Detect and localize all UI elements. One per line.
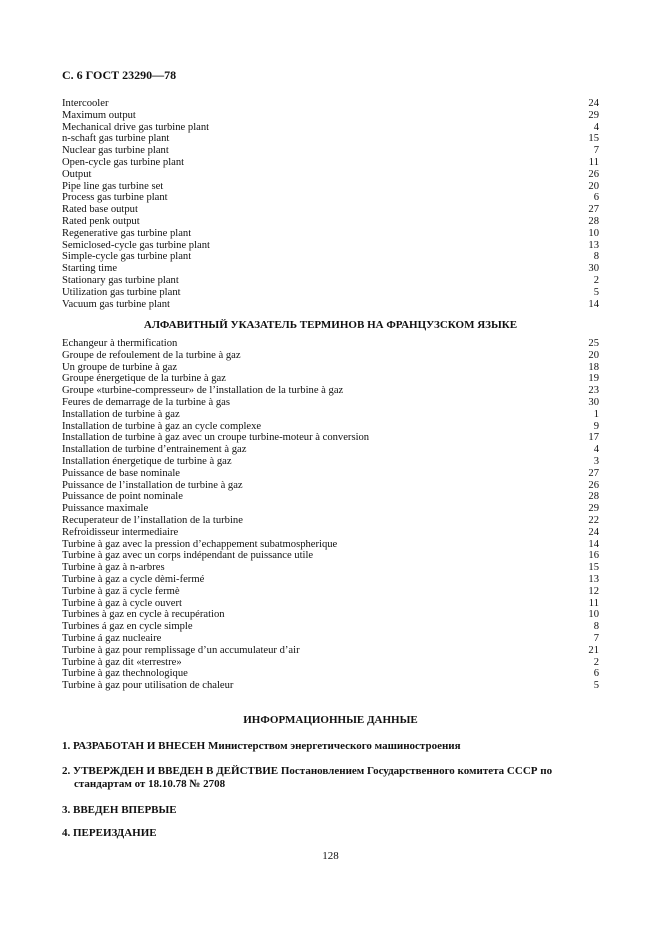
index-number: 1 (593, 408, 599, 420)
index-entry (62, 204, 599, 216)
index-term: Echangeur à thermification (62, 338, 178, 349)
index-entry (62, 432, 599, 444)
index-term: Intercooler (62, 98, 109, 109)
index-term: Installation de turbine à gaz an cycle complexe (62, 420, 262, 432)
index-number: 10 (588, 609, 599, 621)
index-number: 27 (588, 204, 599, 216)
index-number: 7 (593, 632, 599, 644)
index-number: 13 (588, 573, 599, 585)
index-number: 11 (588, 597, 599, 609)
index-entry (62, 550, 599, 562)
index-number: 15 (588, 562, 599, 574)
index-term: Open-cycle gas turbine plant (62, 156, 185, 168)
index-number: 24 (588, 526, 599, 538)
index-number: 22 (588, 514, 599, 526)
index-entry (62, 110, 599, 122)
index-term: Un groupe de turbine à gaz (62, 361, 178, 373)
index-entry (62, 299, 599, 311)
index-term: Turbine à gaz pour remplissage d’un accumulateur d’air (62, 644, 300, 656)
index-entry (62, 621, 599, 633)
index-term: Stationary gas turbine plant (62, 274, 179, 286)
index-number: 25 (588, 338, 599, 349)
index-term: Installation de turbine à gaz avec un croupe turbine-moteur à conversion (62, 432, 370, 444)
index-number: 20 (588, 349, 599, 361)
index-term: Turbine à gaz avec un corps indépendant de puissance utile (62, 550, 314, 562)
index-number: 10 (588, 227, 599, 239)
index-term: Turbine à gaz dit «terrestre» (62, 656, 182, 668)
index-entry (62, 275, 599, 287)
index-term: Rated penk output (62, 215, 140, 227)
index-term: Refroidisseur intermediaire (62, 526, 179, 538)
page-header: С. 6 ГОСТ 23290—78 (62, 68, 177, 82)
index-term: Regenerative gas turbine plant (62, 227, 192, 239)
info-item-label: 1. РАЗРАБОТАН И ВНЕСЕН (62, 740, 206, 752)
index-number: 28 (588, 491, 599, 503)
english-term-index (62, 98, 599, 310)
index-entry (62, 491, 599, 503)
index-entry (62, 397, 599, 409)
index-entry (62, 503, 599, 515)
index-number: 13 (588, 239, 599, 251)
index-entry (62, 373, 599, 385)
index-number: 14 (588, 298, 599, 310)
index-term: Rated base output (62, 204, 138, 216)
index-number: 6 (593, 192, 599, 204)
index-entry (62, 421, 599, 433)
info-item-text-continued: стандартам от 18.10.78 № 2708 (74, 778, 226, 790)
info-item-developed (62, 740, 607, 753)
info-item-text: Постановлением Государственного комитета СССР по (280, 765, 553, 777)
index-term: Groupe de refoulement de la turbine à gaz (62, 349, 241, 361)
index-entry (62, 657, 599, 669)
index-number: 26 (588, 479, 599, 491)
index-term: Installation de turbine d’entrainement à gaz (62, 444, 247, 456)
index-entry (62, 527, 599, 539)
index-term: Nuclear gas turbine plant (62, 145, 169, 157)
index-entry (62, 263, 599, 275)
index-entry (62, 350, 599, 362)
index-term: n-schaft gas turbine plant (62, 133, 170, 145)
index-number: 11 (588, 156, 599, 168)
index-term: Semiclosed-cycle gas turbine plant (62, 239, 210, 251)
index-entry (62, 609, 599, 621)
index-term: Installation énergetique de turbine à gaz (62, 455, 232, 467)
index-number: 12 (588, 585, 599, 597)
index-term: Puissance de l’installation de turbine à gaz (62, 479, 243, 491)
index-term: Turbine à gaz pour utilisation de chaleur (62, 680, 234, 692)
index-entry (62, 181, 599, 193)
index-number: 29 (588, 503, 599, 515)
index-term: Starting time (62, 263, 118, 275)
index-number: 26 (588, 168, 599, 180)
index-entry (62, 228, 599, 240)
index-entry (62, 562, 599, 574)
index-term: Feures de demarrage de la turbine à gas (62, 396, 230, 408)
index-entry (62, 598, 599, 610)
index-entry (62, 169, 599, 181)
info-item-first-introduced: 3. ВВЕДЕН ВПЕРВЫЕ (62, 804, 177, 816)
index-number: 15 (588, 133, 599, 145)
index-number: 17 (588, 432, 599, 444)
index-number: 16 (588, 550, 599, 562)
index-term: Groupe énergetique de la turbine à gaz (62, 373, 226, 385)
index-term: Turbine à gaz thechnologique (62, 668, 188, 680)
index-term: Recuperateur de l’installation de la turbine (62, 514, 243, 526)
index-entry (62, 456, 599, 468)
index-term: Simple-cycle gas turbine plant (62, 251, 192, 263)
index-term: Maximum output (62, 109, 136, 121)
index-number: 4 (593, 121, 599, 133)
index-entry (62, 586, 599, 598)
index-number: 9 (593, 420, 599, 432)
index-entry (62, 668, 599, 680)
index-number: 2 (593, 274, 599, 286)
page-number: 128 (322, 850, 339, 862)
index-entry (62, 539, 599, 551)
index-number: 6 (593, 668, 599, 680)
index-entry (62, 468, 599, 480)
index-entry (62, 444, 599, 456)
index-entry (62, 633, 599, 645)
index-number: 3 (593, 455, 599, 467)
index-term: Turbine à gaz à n-arbres (62, 562, 165, 574)
index-entry (62, 480, 599, 492)
index-number: 8 (593, 621, 599, 633)
info-item-label: 2. УТВЕРЖДЕН И ВВЕДЕН В ДЕЙСТВИЕ (62, 765, 279, 777)
index-term: Groupe «turbine-compresseur» de l’installation de la turbine à gaz (62, 385, 344, 397)
french-index-title: АЛФАВИТНЫЙ УКАЗАТЕЛЬ ТЕРМИНОВ НА ФРАНЦУЗСКОМ ЯЗЫКЕ (143, 319, 518, 331)
index-entry (62, 98, 599, 110)
index-entry (62, 515, 599, 527)
index-number: 24 (588, 98, 599, 109)
index-entry (62, 122, 599, 134)
index-term: Mechanical drive gas turbine plant (62, 121, 210, 133)
index-entry (62, 645, 599, 657)
index-number: 21 (588, 644, 599, 656)
index-number: 29 (588, 109, 599, 121)
index-number: 7 (593, 145, 599, 157)
index-term: Turbines à gaz en cycle à recupération (62, 609, 225, 621)
index-entry (62, 287, 599, 299)
index-term: Turbine à gaz a cycle dèmi-fermé (62, 573, 205, 585)
index-term: Vacuum gas turbine plant (62, 298, 170, 310)
info-item-text: Министерством энергетического машиностроения (207, 740, 461, 752)
index-term: Turbine à gaz à cycle ouvert (62, 597, 182, 609)
index-entry (62, 574, 599, 586)
index-entry (62, 216, 599, 228)
info-item-approved (62, 765, 607, 791)
index-number: 18 (588, 361, 599, 373)
index-number: 27 (588, 467, 599, 479)
index-term: Puissance de point nominale (62, 491, 183, 503)
index-number: 2 (593, 656, 599, 668)
index-entry (62, 385, 599, 397)
index-number: 5 (593, 680, 599, 692)
index-number: 19 (588, 373, 599, 385)
french-term-index (62, 338, 599, 692)
index-number: 8 (593, 251, 599, 263)
index-entry (62, 145, 599, 157)
index-entry (62, 338, 599, 350)
index-term: Turbine à gaz avec la pression d’echappement subatmospherique (62, 538, 338, 550)
index-term: Turbine à gaz ä cycle fermè (62, 585, 180, 597)
index-entry (62, 240, 599, 252)
index-term: Process gas turbine plant (62, 192, 168, 204)
index-entry (62, 409, 599, 421)
index-number: 30 (588, 396, 599, 408)
index-number: 4 (593, 444, 599, 456)
index-number: 23 (588, 385, 599, 397)
index-number: 30 (588, 263, 599, 275)
index-entry (62, 680, 599, 692)
index-term: Utilization gas turbine plant (62, 286, 181, 298)
index-entry (62, 251, 599, 263)
index-entry (62, 362, 599, 374)
index-term: Installation de turbine à gaz (62, 408, 180, 420)
index-entry (62, 192, 599, 204)
info-item-reissue: 4. ПЕРЕИЗДАНИЕ (62, 827, 157, 839)
index-number: 28 (588, 215, 599, 227)
index-term: Turbine á gaz nucleaire (62, 632, 162, 644)
index-term: Puissance de base nominale (62, 467, 180, 479)
index-term: Turbines á gaz en cycle simple (62, 621, 193, 633)
index-term: Puissance maximale (62, 503, 149, 515)
index-number: 5 (593, 286, 599, 298)
index-number: 14 (588, 538, 599, 550)
information-data-title: ИНФОРМАЦИОННЫЕ ДАННЫЕ (243, 714, 418, 726)
index-entry (62, 157, 599, 169)
index-term: Pipe line gas turbine set (62, 180, 164, 192)
index-number: 20 (588, 180, 599, 192)
index-term: Output (62, 168, 92, 180)
index-entry (62, 133, 599, 145)
